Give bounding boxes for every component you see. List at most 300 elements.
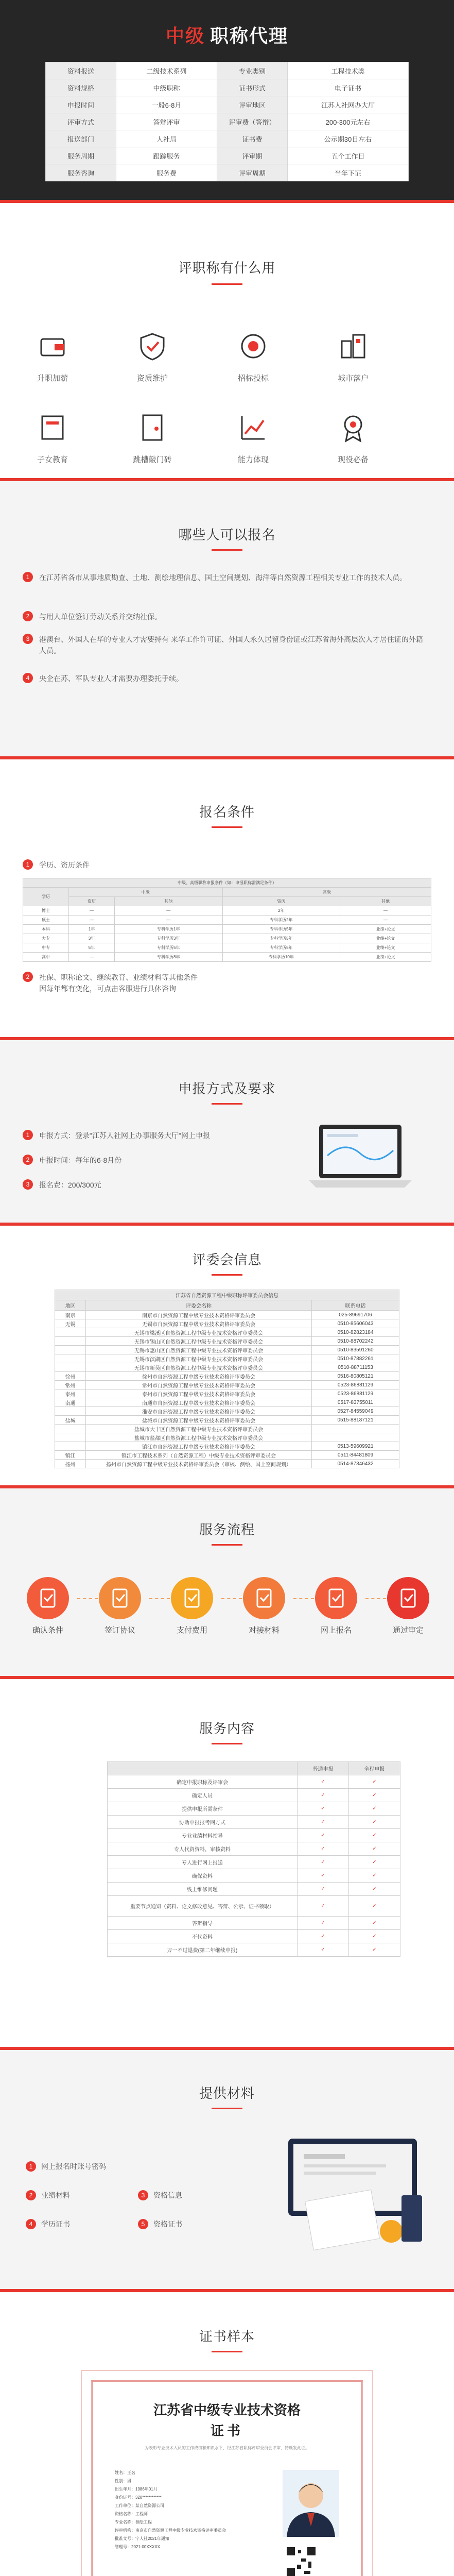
- cert-field-value: 2021-00XXXXX: [131, 2545, 161, 2549]
- who-item-1: 1 在江苏省各市从事地质勘查、土地、测绘地理信息、国土空间规划、海洋等自然资源工程相关专业工作的技术人员。: [23, 572, 429, 583]
- hero-cell: 评审费（答辩）: [217, 113, 287, 130]
- table-row: [55, 1451, 399, 1460]
- process-step-label: 网上报名: [320, 1626, 352, 1635]
- hero-info-row: [46, 164, 409, 181]
- process-step: [236, 1577, 292, 1635]
- uses-section: [0, 200, 454, 478]
- table-cell: ✓: [298, 1775, 349, 1789]
- table-cell: 专人代资资料，审核资料: [108, 1842, 298, 1856]
- table-row: [55, 1381, 399, 1389]
- table-cell: ✓: [298, 1930, 349, 1943]
- table-cell: 专科学历5年: [114, 943, 222, 953]
- service-title: 服务内容: [199, 1721, 255, 1736]
- cert-field: 批准文号：宁人社2021年通知: [115, 2536, 169, 2541]
- table-row: [55, 1416, 399, 1425]
- table-cell: ✓: [298, 1842, 349, 1856]
- table-row: [55, 1398, 399, 1407]
- use-item: [116, 411, 188, 465]
- table-cell: ✓: [349, 1917, 400, 1930]
- confirm-icon: [27, 1577, 69, 1619]
- table-cell: 协助申报报考网方式: [108, 1816, 298, 1829]
- req-title: 报名条件: [199, 804, 255, 820]
- table-cell: 2年: [222, 906, 340, 916]
- cert-field-value: 南京市自然资源工程中级专业技术资格评审委员会: [135, 2528, 226, 2533]
- req-header: 学历: [23, 888, 69, 906]
- table-row: [23, 953, 431, 962]
- table-cell: [55, 1346, 86, 1354]
- table-cell: 确保资料: [108, 1869, 298, 1883]
- table-row: [108, 1802, 400, 1816]
- req-table-title: 中级、高级职称申报条件（如：申报职称需满足条件）: [23, 878, 431, 888]
- table-cell: 盐城: [55, 1416, 86, 1425]
- hero-title-highlight: 中级: [165, 25, 205, 46]
- hero-cell: 五个工作日: [288, 147, 409, 164]
- table-cell: [312, 1425, 399, 1433]
- table-row: [108, 1883, 400, 1896]
- service-table: [107, 1761, 400, 1957]
- table-cell: ✓: [349, 1869, 400, 1883]
- table-cell: 0514-87346432: [312, 1460, 399, 1468]
- table-row: [108, 1856, 400, 1869]
- who-item-3: 3 港澳台、外国人在华的专业人才需要持有 来华工作许可证、外国人永久居留身份证或江苏省海外高层次人才居住证的外籍人员。: [23, 634, 429, 656]
- table-cell: —: [68, 906, 114, 916]
- table-cell: 南京: [55, 1311, 86, 1319]
- table-cell: 1年: [68, 925, 114, 934]
- cert-field-label: 管理号: [115, 2545, 127, 2549]
- table-cell: 徐州市自然资源工程中级专业技术资格评审委员会: [86, 1372, 312, 1381]
- wallet-icon: [36, 330, 69, 363]
- table-cell: —: [340, 916, 431, 925]
- table-cell: ✓: [349, 1896, 400, 1917]
- table-cell: 0516-80805121: [312, 1372, 399, 1381]
- use-item: [317, 411, 389, 465]
- use-label: 现役必备: [337, 455, 369, 464]
- table-cell: 0523-86881129: [312, 1389, 399, 1398]
- table-cell: 万一不过退费(第二年继续申报): [108, 1943, 298, 1957]
- table-cell: 大专: [23, 934, 69, 943]
- cert-field-value: 宁人社2021年通知: [135, 2536, 169, 2541]
- table-cell: 无锡市梁溪区自然资源工程中级专业技术资格评审委员会: [86, 1328, 312, 1337]
- approved-icon: [387, 1577, 429, 1619]
- table-row: [55, 1372, 399, 1381]
- table-cell: 南京市自然资源工程中级专业技术资格评审委员会: [86, 1311, 312, 1319]
- table-cell: 南通: [55, 1398, 86, 1407]
- who-item-2: 2 与用人单位签订劳动关系并交纳社保。: [23, 611, 429, 622]
- cert-subheading: 证书: [210, 2423, 243, 2438]
- table-cell: ✓: [298, 1789, 349, 1802]
- material-item-2: 2 业绩材料: [26, 2190, 70, 2200]
- table-row: [55, 1433, 399, 1442]
- cert-field-value: 工程师: [135, 2512, 148, 2516]
- shield-icon: [136, 330, 169, 363]
- table-cell: ✓: [298, 1869, 349, 1883]
- table-cell: 不代资料: [108, 1930, 298, 1943]
- cert-field-label: 资格名称: [115, 2512, 131, 2516]
- contract-icon: [99, 1577, 141, 1619]
- table-cell: 南通市自然资源工程中级专业技术资格评审委员会: [86, 1398, 312, 1407]
- use-item: [217, 411, 289, 465]
- req-item-1: 1 学历、资历条件: [23, 859, 429, 871]
- table-cell: —: [114, 906, 222, 916]
- table-cell: 提供申报所需条件: [108, 1802, 298, 1816]
- table-row: [108, 1842, 400, 1856]
- table-row: [55, 1319, 399, 1328]
- table-row: [108, 1816, 400, 1829]
- req-subheader: 资历: [68, 897, 114, 906]
- payment-icon: [171, 1577, 213, 1619]
- book-icon: [36, 411, 69, 444]
- hero-cell: 评审方式: [46, 113, 116, 130]
- hero-cell: 公示期30日左右: [288, 130, 409, 147]
- table-cell: ✓: [349, 1943, 400, 1957]
- table-cell: 高中: [23, 953, 69, 962]
- committee-header: 评委会名称: [86, 1300, 312, 1311]
- table-cell: ✓: [349, 1789, 400, 1802]
- hero-cell: 中级职称: [116, 79, 217, 96]
- table-cell: 确定申报职称及评审会: [108, 1775, 298, 1789]
- table-cell: 0517-83755011: [312, 1398, 399, 1407]
- table-cell: 业绩+论文: [340, 943, 431, 953]
- table-cell: 0511-84481809: [312, 1451, 399, 1460]
- table-cell: 博士: [23, 906, 69, 916]
- hero-cell: 专业类别: [217, 62, 287, 79]
- cert-field-value: 320************: [135, 2495, 162, 2500]
- table-cell: 镇江: [55, 1451, 86, 1460]
- table-row: [23, 906, 431, 916]
- material-item-1: 1 网上报名时账号密码: [26, 2161, 106, 2172]
- table-cell: ✓: [298, 1829, 349, 1842]
- table-row: [55, 1328, 399, 1337]
- table-cell: ✓: [349, 1775, 400, 1789]
- service-header: [108, 1762, 298, 1775]
- table-cell: 常州市自然资源工程中级专业技术资格评审委员会: [86, 1381, 312, 1389]
- cert-field-value: 王名: [127, 2470, 135, 2475]
- cert-heading: 江苏省中级专业技术资格: [153, 2402, 301, 2418]
- hero-info-row: [46, 130, 409, 147]
- table-cell: 025-89691706: [312, 1311, 399, 1319]
- hero-cell: 服务咨询: [46, 164, 116, 181]
- hero-cell: 工程技术类: [288, 62, 409, 79]
- table-cell: ✓: [349, 1829, 400, 1842]
- cert-field: 姓名：王名: [115, 2470, 135, 2475]
- table-cell: 扬州市自然资源工程中级专业技术资格评审委员会（审核、测绘、国土空间规划）: [86, 1460, 312, 1468]
- use-item: [317, 330, 389, 383]
- use-label: 城市落户: [337, 374, 369, 383]
- hero-cell: 证书费: [217, 130, 287, 147]
- cert-field-label: 姓名: [115, 2470, 123, 2475]
- table-row: [23, 925, 431, 934]
- hero-cell: 证书形式: [217, 79, 287, 96]
- service-header: 全程申报: [349, 1762, 400, 1775]
- table-cell: ✓: [349, 1883, 400, 1896]
- cert-field-value: 男: [127, 2479, 131, 2483]
- table-cell: 0510-87882261: [312, 1354, 399, 1363]
- table-row: [55, 1442, 399, 1451]
- table-row: [108, 1943, 400, 1957]
- use-item: [217, 330, 289, 383]
- table-row: [55, 1460, 399, 1468]
- cert-field-label: 批准文号: [115, 2536, 131, 2541]
- apply-item-2: 2 申报时间：每年的6-8月份: [23, 1155, 290, 1166]
- table-row: [55, 1407, 399, 1416]
- table-cell: ✓: [298, 1856, 349, 1869]
- table-cell: [55, 1425, 86, 1433]
- table-cell: [55, 1442, 86, 1451]
- table-cell: ✓: [298, 1802, 349, 1816]
- cert-field-label: 工作单位: [115, 2503, 131, 2508]
- table-cell: 专科学历3年: [114, 934, 222, 943]
- table-cell: 泰州市自然资源工程中级专业技术资格评审委员会: [86, 1389, 312, 1398]
- materials-title: 提供材料: [199, 2086, 255, 2101]
- certificate-sample: [81, 2370, 373, 2576]
- table-cell: —: [68, 953, 114, 962]
- hero-info-row: [46, 79, 409, 96]
- table-cell: 无锡市自然资源工程中级专业技术资格评审委员会: [86, 1319, 312, 1328]
- table-cell: [312, 1433, 399, 1442]
- table-row: [108, 1917, 400, 1930]
- table-cell: 专人进行网上报送: [108, 1856, 298, 1869]
- cert-field-label: 评审机构: [115, 2528, 131, 2533]
- req-header: 高级: [222, 888, 431, 897]
- table-cell: 常州: [55, 1381, 86, 1389]
- material-item-5: 5 资格证书: [138, 2219, 182, 2229]
- cert-field-value: 某自然资源公司: [135, 2503, 164, 2508]
- door-icon: [136, 411, 169, 444]
- req-subheader: 其他: [114, 897, 222, 906]
- req-item-2: 2 社保、职称论文、继续教育、业绩材料等其他条件 因每年都有变化，可点击客服进行具体咨询: [23, 972, 429, 994]
- requirements-section: [0, 756, 454, 1037]
- hero-cell: 人社局: [116, 130, 217, 147]
- table-row: [55, 1354, 399, 1363]
- table-cell: ✓: [298, 1896, 349, 1917]
- table-cell: —: [340, 906, 431, 916]
- table-cell: 专科学历5年: [222, 934, 340, 943]
- table-cell: 业绩+论文: [340, 934, 431, 943]
- process-title: 服务流程: [199, 1522, 255, 1537]
- table-row: [55, 1363, 399, 1372]
- table-cell: 盐城市大丰区自然资源工程中级专业技术资格评审委员会: [86, 1425, 312, 1433]
- table-cell: 徐州: [55, 1372, 86, 1381]
- hero-cell: 资料报送: [46, 62, 116, 79]
- table-row: [23, 916, 431, 925]
- table-cell: 专科学历5年: [222, 925, 340, 934]
- table-cell: 无锡市惠山区自然资源工程中级专业技术资格评审委员会: [86, 1346, 312, 1354]
- table-cell: 业绩+论文: [340, 953, 431, 962]
- table-cell: [55, 1337, 86, 1346]
- use-label: 能力体现: [237, 455, 269, 464]
- hero-title: [0, 22, 454, 48]
- badge-icon: [337, 411, 370, 444]
- process-step-label: 通过审定: [392, 1626, 424, 1635]
- table-row: [55, 1346, 399, 1354]
- table-cell: [55, 1407, 86, 1416]
- requirements-table: [23, 878, 431, 962]
- table-row: [55, 1311, 399, 1319]
- table-row: [108, 1869, 400, 1883]
- table-row: [23, 934, 431, 943]
- table-row: [23, 943, 431, 953]
- process-step-label: 确认条件: [32, 1626, 63, 1635]
- table-cell: ✓: [349, 1816, 400, 1829]
- hero-cell: 电子证书: [288, 79, 409, 96]
- documents-illustration: [273, 2133, 438, 2257]
- table-cell: 淮安市自然资源工程中级专业技术资格评审委员会: [86, 1407, 312, 1416]
- cert-qrcode: [286, 2546, 317, 2576]
- committee-header: 联系电话: [312, 1300, 399, 1311]
- table-cell: 无锡市锡山区自然资源工程中级专业技术资格评审委员会: [86, 1337, 312, 1346]
- cert-field: 评审机构：南京市自然资源工程中级专业技术资格评审委员会: [115, 2528, 226, 2533]
- cert-field: 资格名称：工程师: [115, 2512, 148, 2516]
- req-subheader: 其他: [340, 897, 431, 906]
- table-cell: 泰州: [55, 1389, 86, 1398]
- cert-field-label: 专业名称: [115, 2520, 131, 2524]
- table-cell: 专科学历8年: [114, 953, 222, 962]
- table-cell: 镇江市自然资源工程中级专业技术资格评审委员会: [86, 1442, 312, 1451]
- hero-info-row: [46, 147, 409, 164]
- hero-info-table: [45, 62, 409, 181]
- table-cell: 0510-88711153: [312, 1363, 399, 1372]
- table-cell: 专科学历5年: [222, 943, 340, 953]
- hero-cell: 当年下证: [288, 164, 409, 181]
- table-cell: 0513-59609921: [312, 1442, 399, 1451]
- who-item-4: 4 央企在苏、军队专业人才需要办理委托手续。: [23, 673, 429, 684]
- cert-field: 专业名称：测绘工程: [115, 2520, 152, 2524]
- process-step-label: 对接材料: [248, 1626, 280, 1635]
- process-step: [308, 1577, 364, 1635]
- process-section: [0, 1485, 454, 1676]
- table-cell: ✓: [298, 1917, 349, 1930]
- hero-title-rest: 职称代理: [210, 25, 289, 46]
- cert-field-label: 身份证号: [115, 2495, 131, 2500]
- use-item: [16, 411, 89, 465]
- table-cell: ✓: [298, 1883, 349, 1896]
- table-cell: 盐城市自然资源工程中级专业技术资格评审委员会: [86, 1416, 312, 1425]
- cert-field-label: 性别: [115, 2479, 123, 2483]
- table-cell: 重要节点通知（资料、论文修改意见、答辩、公示、证书领取）: [108, 1896, 298, 1917]
- cert-field-value: 测绘工程: [135, 2520, 152, 2524]
- online-icon: [315, 1577, 357, 1619]
- who-title: 哪些人可以报名: [178, 527, 276, 543]
- table-cell: 无锡: [55, 1319, 86, 1328]
- table-cell: 中专: [23, 943, 69, 953]
- use-label: 资质维护: [136, 374, 168, 383]
- table-row: [108, 1775, 400, 1789]
- committee-header: 地区: [55, 1300, 86, 1311]
- use-label: 跳槽敲门砖: [133, 455, 172, 464]
- hero-section: [0, 0, 454, 200]
- hero-cell: 江苏人社网办大厅: [288, 96, 409, 113]
- hero-cell: 服务周期: [46, 147, 116, 164]
- hero-cell: 服务费: [116, 164, 217, 181]
- table-cell: 0527-84559049: [312, 1407, 399, 1416]
- table-cell: 0523-86881129: [312, 1381, 399, 1389]
- hero-info-row: [46, 113, 409, 130]
- cert-field: 工作单位：某自然资源公司: [115, 2503, 164, 2508]
- table-cell: —: [114, 916, 222, 925]
- hero-cell: 答辩评审: [116, 113, 217, 130]
- hero-cell: 评审周期: [217, 164, 287, 181]
- cert-field: 性别：男: [115, 2479, 131, 2483]
- table-cell: 3年: [68, 934, 114, 943]
- hero-cell: 200-300元左右: [288, 113, 409, 130]
- hero-info-row: [46, 62, 409, 79]
- hero-info-row: [46, 96, 409, 113]
- apply-title: 申报方式及要求: [178, 1081, 276, 1096]
- cert-field: 管理号：2021-00XXXXX: [115, 2545, 161, 2549]
- table-cell: 答辩指导: [108, 1917, 298, 1930]
- table-cell: 本科: [23, 925, 69, 934]
- material-item-3: 3 资格信息: [138, 2190, 182, 2200]
- process-step: [92, 1577, 148, 1635]
- table-cell: 专科学历1年: [114, 925, 222, 934]
- table-cell: 0510-82823184: [312, 1328, 399, 1337]
- table-cell: 无锡市滨湖区自然资源工程中级专业技术资格评审委员会: [86, 1354, 312, 1363]
- laptop-illustration: [299, 1120, 422, 1202]
- table-cell: 确定人员: [108, 1789, 298, 1802]
- who-section: [0, 478, 454, 756]
- table-row: [108, 1930, 400, 1943]
- committee-table: [55, 1290, 399, 1468]
- cert-field-label: 出生年月: [115, 2487, 131, 2492]
- hero-cell: 评审期: [217, 147, 287, 164]
- documents-icon: [243, 1577, 285, 1619]
- table-cell: 专业业绩材料指导: [108, 1829, 298, 1842]
- table-cell: [55, 1328, 86, 1337]
- cert-field: 身份证号：320************: [115, 2495, 162, 2500]
- table-cell: 镇江市工程技术系列（自然资源工程）中级专业技术资格评审委员会: [86, 1451, 312, 1460]
- table-cell: 0510-83591260: [312, 1346, 399, 1354]
- hero-cell: 报送部门: [46, 130, 116, 147]
- table-cell: 0510-88702242: [312, 1337, 399, 1346]
- hero-cell: 资料规格: [46, 79, 116, 96]
- table-row: [55, 1337, 399, 1346]
- use-label: 升职加薪: [37, 374, 68, 383]
- table-cell: 业绩+论文: [340, 925, 431, 934]
- use-item: [116, 330, 188, 383]
- uses-title: 评职称有什么用: [178, 260, 276, 276]
- material-item-4: 4 学历证书: [26, 2219, 70, 2229]
- table-cell: 专科学历2年: [222, 916, 340, 925]
- process-step-label: 签订协议: [104, 1626, 135, 1635]
- table-cell: 0515-88187121: [312, 1416, 399, 1425]
- chart-icon: [237, 411, 270, 444]
- table-row: [108, 1829, 400, 1842]
- committee-table-title: 江苏省自然资源工程中级职称评审委员会信息: [55, 1290, 399, 1300]
- use-item: [16, 330, 89, 383]
- table-row: [55, 1425, 399, 1433]
- hero-cell: 二级技术系列: [116, 62, 217, 79]
- req-subheader: 资历: [222, 897, 340, 906]
- city-icon: [337, 330, 370, 363]
- hero-cell: 一般6-8月: [116, 96, 217, 113]
- service-header: 普通申报: [298, 1762, 349, 1775]
- hero-cell: 评审地区: [217, 96, 287, 113]
- cert-field: 出生年月：1986年01月: [115, 2487, 158, 2492]
- table-cell: 5年: [68, 943, 114, 953]
- process-step: [380, 1577, 436, 1635]
- table-cell: 扬州: [55, 1460, 86, 1468]
- cert-field-value: 1986年01月: [135, 2487, 158, 2492]
- table-cell: —: [68, 916, 114, 925]
- hero-cell: 申报时间: [46, 96, 116, 113]
- hero-cell: 跟踪服务: [116, 147, 217, 164]
- table-cell: 线上维修问题: [108, 1883, 298, 1896]
- table-cell: ✓: [298, 1943, 349, 1957]
- table-cell: 专科学历10年: [222, 953, 340, 962]
- table-cell: 0510-85606043: [312, 1319, 399, 1328]
- table-cell: [55, 1433, 86, 1442]
- table-cell: 硕士: [23, 916, 69, 925]
